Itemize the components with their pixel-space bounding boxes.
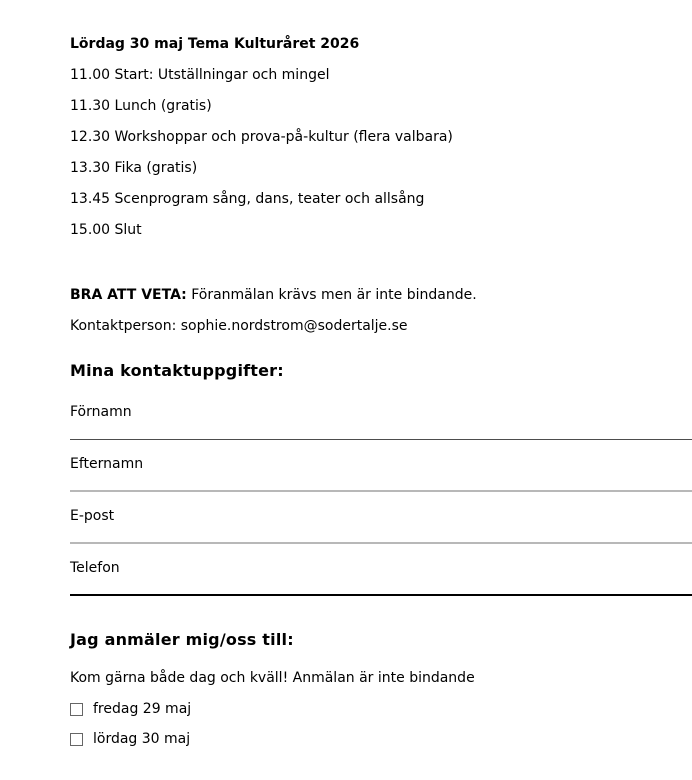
- fornamn-field-label: Förnamn: [70, 404, 132, 420]
- telefon-field[interactable]: [70, 544, 692, 596]
- bra-att-veta-line: [70, 287, 692, 303]
- checkbox-icon[interactable]: [70, 703, 83, 716]
- telefon-field-label: Telefon: [70, 560, 120, 576]
- efternamn-field[interactable]: [70, 440, 692, 492]
- checkbox-icon[interactable]: [70, 733, 83, 746]
- checkbox-label: lördag 30 maj: [93, 731, 191, 747]
- checkbox-label: fredag 29 maj: [93, 701, 192, 717]
- kontaktperson-line: Kontaktperson: sophie.nordstrom@sodertalje.se: [70, 318, 408, 334]
- schedule-item: 15.00 Slut: [70, 222, 142, 238]
- fornamn-field[interactable]: [70, 388, 692, 440]
- schedule-item: 12.30 Workshoppar och prova-på-kultur (flera valbara): [70, 129, 453, 145]
- schedule-item: 13.30 Fika (gratis): [70, 160, 198, 176]
- schedule-item: 13.45 Scenprogram sång, dans, teater och allsång: [70, 191, 425, 207]
- epost-field-label: E-post: [70, 508, 115, 524]
- register-section-heading: Jag anmäler mig/oss till:: [70, 630, 294, 649]
- bra-att-veta-text: Föranmälan krävs men är inte bindande.: [191, 287, 477, 303]
- bra-att-veta-label: BRA ATT VETA:: [70, 287, 187, 303]
- checkbox-row-fredag-29-maj[interactable]: [70, 700, 692, 718]
- schedule-heading: Lördag 30 maj Tema Kulturåret 2026: [70, 36, 360, 52]
- efternamn-field-label: Efternamn: [70, 456, 144, 472]
- register-subtitle: Kom gärna både dag och kväll! Anmälan är inte bindande: [70, 670, 475, 686]
- contact-fields: [70, 388, 692, 596]
- epost-field[interactable]: [70, 492, 692, 544]
- checkbox-row-lordag-30-maj[interactable]: [70, 730, 692, 748]
- schedule-item: 11.30 Lunch (gratis): [70, 98, 212, 114]
- schedule-item: 11.00 Start: Utställningar och mingel: [70, 67, 330, 83]
- contact-section-heading: Mina kontaktuppgifter:: [70, 361, 284, 380]
